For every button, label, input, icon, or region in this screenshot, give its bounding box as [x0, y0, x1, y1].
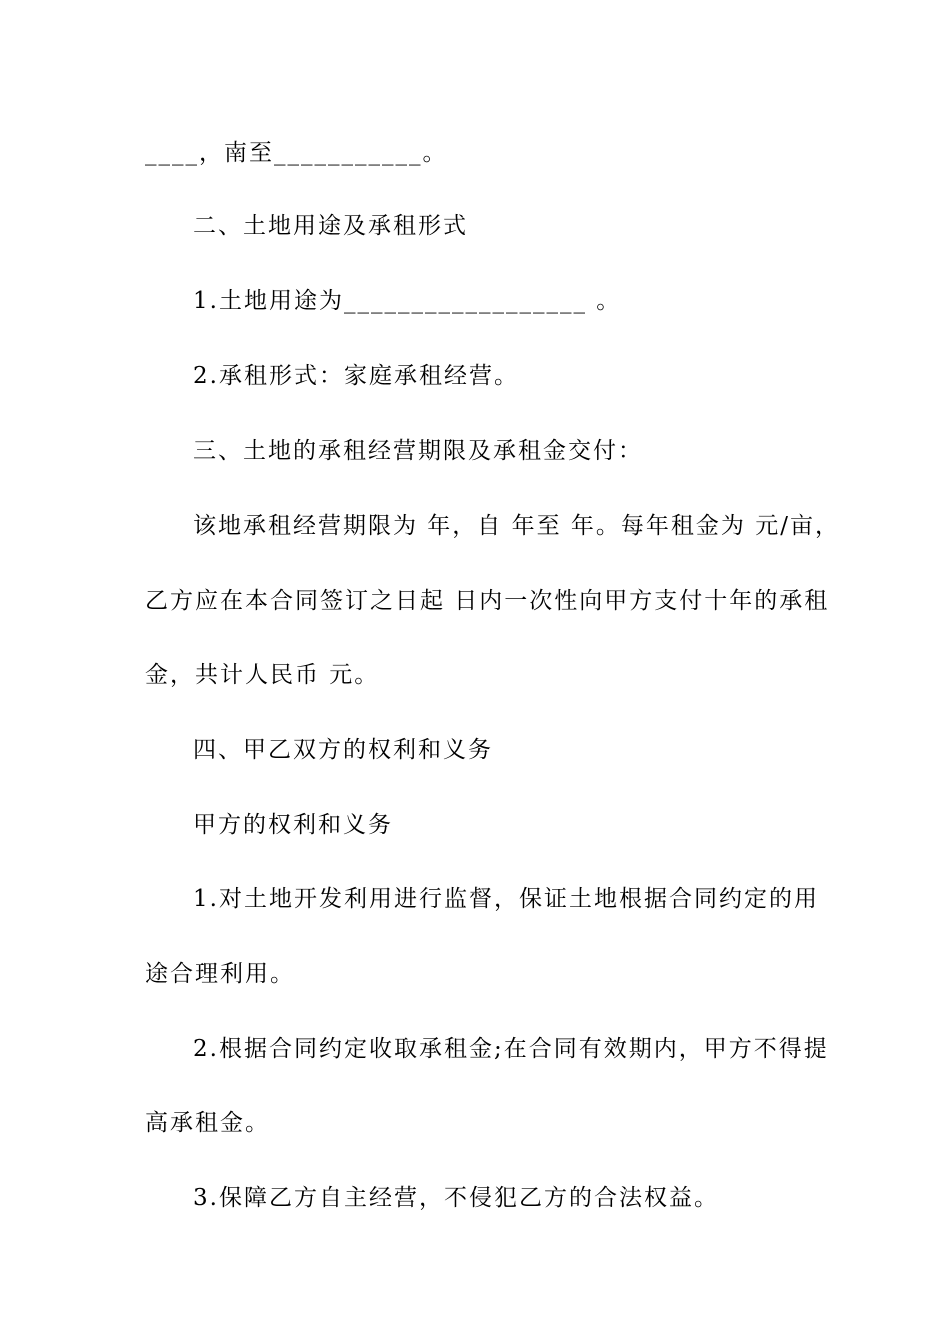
text-line-11: 1.对土地开发利用进行监督，保证土地根据合同约定的用: [193, 886, 819, 912]
text-line-7: 乙方应在本合同签订之日起 日内一次性向甲方支付十年的承租: [145, 588, 830, 614]
subheading-party-a: 甲方的权利和义务: [193, 812, 393, 838]
text-line-15: 3.保障乙方自主经营，不侵犯乙方的合法权益。: [193, 1185, 719, 1211]
text-line-13: 2.根据合同约定收取承租金;在合同有效期内，甲方不得提: [193, 1036, 829, 1062]
text-line-6: 该地承租经营期限为 年，自 年至 年。每年租金为 元/亩，: [193, 513, 840, 539]
text-line-3: 1.土地用途为__________________ 。: [193, 288, 622, 314]
text-line-1: ____，南至___________。: [145, 140, 448, 166]
section-heading-3: 三、土地的承租经营期限及承租金交付：: [193, 438, 643, 464]
text-line-14: 高承租金。: [145, 1110, 270, 1136]
text-line-12: 途合理利用。: [145, 961, 295, 987]
text-line-4: 2.承租形式：家庭承租经营。: [193, 363, 519, 389]
text-line-8: 金，共计人民币 元。: [145, 662, 380, 688]
section-heading-4: 四、甲乙双方的权利和义务: [193, 737, 493, 763]
section-heading-2: 二、土地用途及承租形式: [193, 213, 468, 239]
